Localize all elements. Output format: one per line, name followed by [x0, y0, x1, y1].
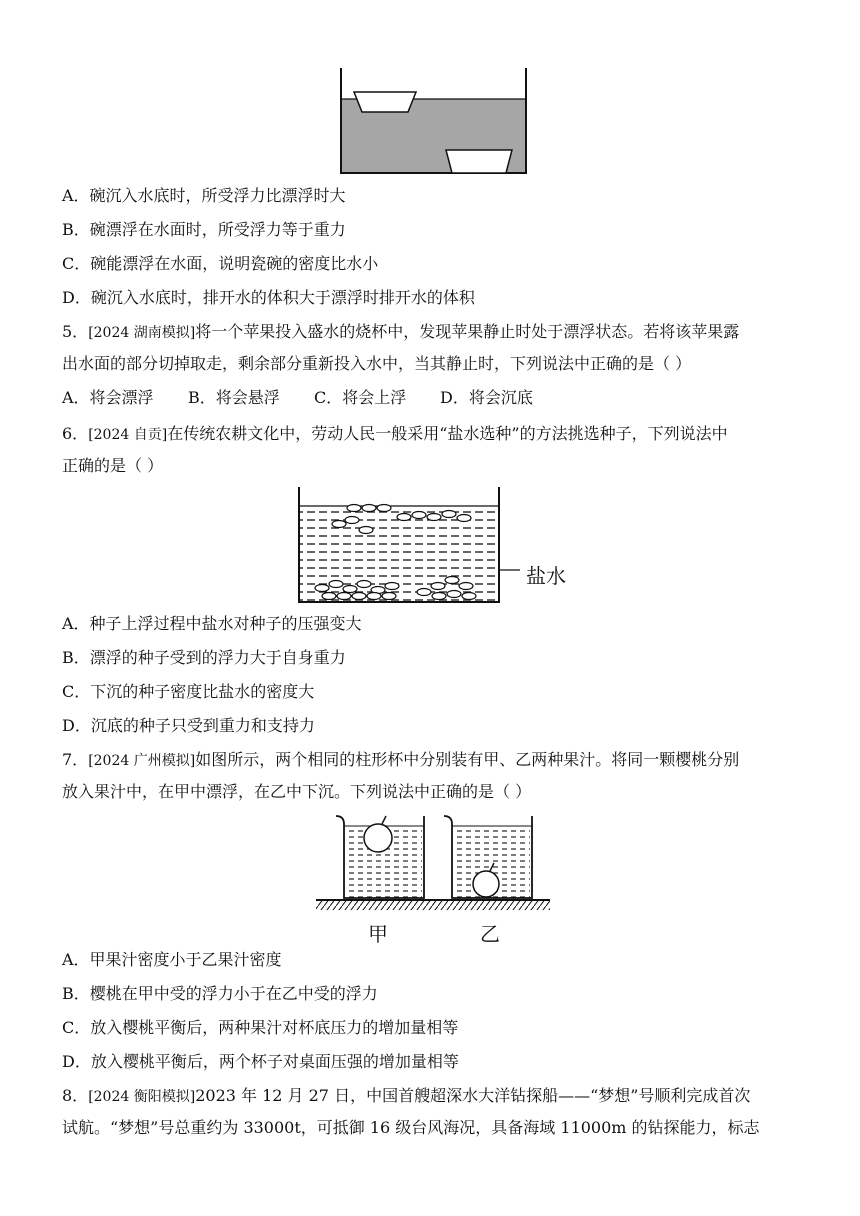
q4-option-a: A．碗沉入水底时，所受浮力比漂浮时大 [62, 186, 346, 205]
salt-water-label: 盐水 [526, 564, 566, 588]
q7-option-c: C．放入樱桃平衡后，两种果汁对杯底压力的增加量相等 [62, 1018, 459, 1037]
q5-number: 5． [62, 322, 89, 341]
q7-stem-line2: 放入果汁中，在甲中漂浮，在乙中下沉。下列说法中正确的是（ ） [62, 782, 532, 801]
q8-stem-line2: 试航。“梦想”号总重约为 33000t，可抵御 16 级台风海况，具备海域 11000m 的钻探能力，标志 [62, 1118, 760, 1137]
q5-source-tag: [2024 湖南模拟] [88, 325, 196, 341]
cherry-cups-figure [312, 810, 552, 916]
q6-stem-line1 [62, 424, 728, 445]
q7-stem-line1 [62, 750, 739, 771]
q8-stem-line1 [62, 1086, 750, 1107]
q5-options [62, 388, 533, 408]
q6-option-b: B．漂浮的种子受到的浮力大于自身重力 [62, 648, 346, 667]
q7-option-d: D．放入樱桃平衡后，两个杯子对桌面压强的增加量相等 [62, 1052, 459, 1071]
q7-number: 7． [62, 750, 89, 769]
q7-stem-text: 如图所示，两个相同的柱形杯中分别装有甲、乙两种果汁。将同一颗樱桃分别 [195, 750, 740, 769]
q5-stem-text: 将一个苹果投入盛水的烧杯中，发现苹果静止时处于漂浮状态。若将该苹果露 [195, 322, 740, 341]
q6-option-a: A．种子上浮过程中盐水对种子的压强变大 [62, 614, 362, 633]
salt-water-figure [294, 484, 524, 608]
q5-option-b: B．将会悬浮 [188, 388, 280, 407]
bowl-water-figure [336, 66, 532, 178]
cup-label-jia: 甲 [368, 922, 388, 946]
q4-option-c: C．碗能漂浮在水面，说明瓷碗的密度比水小 [62, 254, 379, 273]
q5-stem-line1 [62, 322, 739, 343]
q4-option-d: D．碗沉入水底时，排开水的体积大于漂浮时排开水的体积 [62, 288, 475, 307]
q7-option-a: A．甲果汁密度小于乙果汁密度 [62, 950, 282, 969]
q5-stem-line2: 出水面的部分切掉取走，剩余部分重新投入水中，当其静止时，下列说法中正确的是（ ） [62, 354, 692, 373]
q7-option-b: B．樱桃在甲中受的浮力小于在乙中受的浮力 [62, 984, 378, 1003]
q8-source-tag: [2024 衡阳模拟] [88, 1089, 196, 1105]
q7-source-tag: [2024 广州模拟] [88, 753, 196, 769]
q6-source-tag: [2024 自贡] [88, 427, 168, 443]
q6-option-d: D．沉底的种子只受到重力和支持力 [62, 716, 315, 735]
q5-option-c: C．将会上浮 [314, 388, 407, 407]
q5-option-d: D．将会沉底 [440, 388, 533, 407]
q5-option-a: A．将会漂浮 [62, 388, 154, 407]
q6-option-c: C．下沉的种子密度比盐水的密度大 [62, 682, 315, 701]
q6-number: 6． [62, 424, 89, 443]
q4-option-b: B．碗漂浮在水面时，所受浮力等于重力 [62, 220, 346, 239]
cup-label-yi: 乙 [480, 922, 500, 946]
q8-number: 8． [62, 1086, 89, 1105]
q8-stem-text: 2023 年 12 月 27 日，中国首艘超深水大洋钻探船——“梦想”号顺利完成首次 [195, 1086, 751, 1105]
q6-stem-text: 在传统农耕文化中，劳动人民一般采用“盐水选种”的方法挑选种子，下列说法中 [167, 424, 728, 443]
q6-stem-line2: 正确的是（ ） [62, 456, 164, 475]
